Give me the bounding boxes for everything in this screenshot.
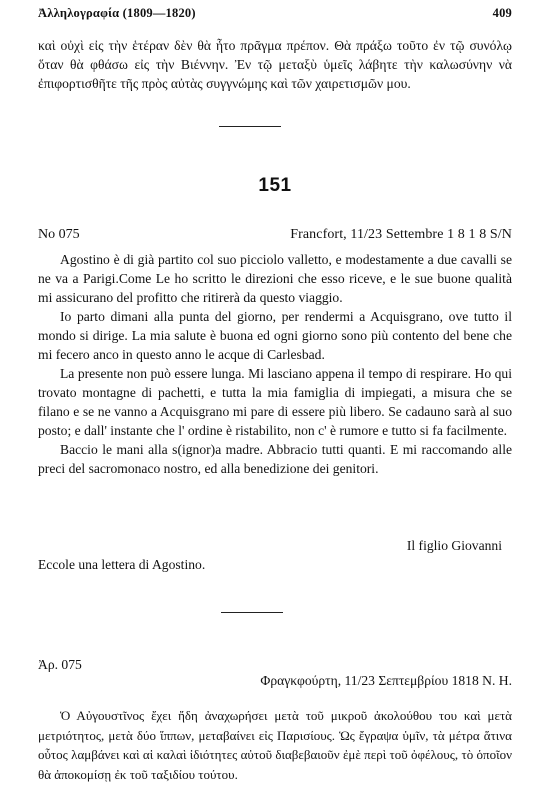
letter-paragraph: Agostino è di già partito col suo picciolo valletto, e modestamente a due cavalli se ne va a Parigi.Come Le ho scritto le direzioni che esso riceve, e le sue buone qualità mi assicurano del profitto che ritirerà da questo viaggio.	[38, 252, 512, 305]
translation-paragraph: Ὁ Αὐγουστῖνος ἔχει ἤδη ἀναχωρήσει μετὰ τοῦ μικροῦ ἀκολούθου του καὶ μετὰ μετριότητος, μετὰ δύο ἵππων, μεταβαίνει εἰς Παρισίους. Ὡς ἔγραψα ὑμῖν, τὰ μέτρα ἅτινα οὗτος λαμβάνει καὶ αἱ καλαὶ ἰδιότητες αὐτοῦ διαβεβαιοῦν ἐμὲ περὶ τοῦ ὀφέλους, τὸ ὁποῖον θὰ ἀποκομίσῃ ἐκ τοῦ ταξιδίου τούτου.	[38, 708, 512, 782]
translation-reference-number: Ἀρ. 075	[38, 657, 82, 672]
letter-place-date: Francfort, 11/23 Settembre 1 8 1 8 S/N	[290, 227, 512, 242]
letter-paragraph: La presente non può essere lunga. Mi lasciano appena il tempo di respirare. Ho qui trovato montagne di pachetti, e tutta la mia famiglia di impiegati, a misura che se filano e se ne vanno a Acquisgrano mi pare di essere più libero. Se cadauno sarà al suo posto; e dall' instante che l' ordine è ristabilito, non c' è rumore e tutto si fa facilmente.	[38, 366, 512, 438]
section-divider	[219, 126, 281, 127]
letter-body	[38, 250, 512, 478]
letter-signature: Il figlio Giovanni	[406, 538, 502, 553]
page-header	[38, 6, 512, 24]
letter-reference-number: No 075	[38, 227, 80, 242]
letter-number: 151	[258, 175, 292, 196]
page-number: 409	[492, 6, 512, 20]
letter-paragraph: Baccio le mani alla s(ignor)a madre. Abbracio tutti quanti. E mi raccomando alle preci del sacromonaco nostro, ed alla benedizione dei genitori.	[38, 442, 512, 476]
greek-continuation-paragraph: καὶ οὐχὶ εἰς τὴν ἑτέραν δὲν θὰ ἦτο πρᾶγμα πρέπον. Θὰ πράξω τοῦτο ἐν τῷ συνόλῳ ὅταν θὰ φθάσω εἰς τὴν Βιέννην. Ἐν τῷ μεταξὺ ὑμεῖς λάβητε τὴν καλωσύνην νὰ ἐπιφορτισθῆτε τῆς πρὸς αὐτὰς συγγνώμης καὶ τῶν χαιρετισμῶν μου.	[38, 38, 512, 91]
section-divider	[221, 612, 283, 613]
letter-postscript: Eccole una lettera di Agostino.	[38, 557, 206, 572]
running-title: Ἀλληλογραφία (1809—1820)	[38, 6, 196, 20]
letter-paragraph: Io parto dimani alla punta del giorno, per rendermi a Acquisgrano, ove tutto il mondo si dirige. La mia salute è buona ed ogni giorno sono più contento del bene che mi fecero anco in questo anno le acque di Carlesbad.	[38, 309, 512, 362]
translation-place-date: Φραγκφούρτη, 11/23 Σεπτεμβρίου 1818 Ν. Η.	[260, 673, 512, 688]
